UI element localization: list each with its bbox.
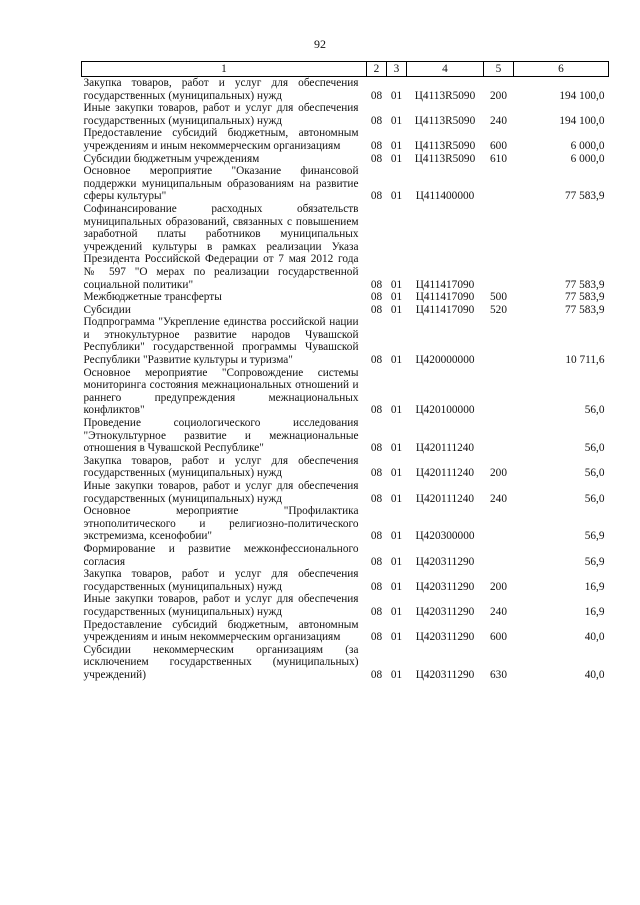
row-subsection: 01 [390, 139, 403, 152]
row-amount: 56,9 [584, 530, 605, 543]
row-amount: 77 583,9 [564, 291, 605, 304]
row-name: Субсидии некоммерческим организациям (за исключением государственных (муниципальных) учреждений) [83, 643, 359, 681]
row-expense-type: 240 [490, 114, 507, 127]
row-name: Основное мероприятие "Сопровождение системы мониторинга состояния межнациональных отношений и раннего предупреждения межнациональных конфликтов" [83, 366, 359, 417]
row-name: Иные закупки товаров, работ и услуг для обеспечения государственных (муниципальных) нужд [83, 593, 359, 618]
row-expense-type: 200 [490, 467, 507, 480]
row-section: 08 [370, 442, 383, 455]
row-section: 08 [370, 303, 383, 316]
table-row [82, 505, 609, 543]
row-target-code: Ц4113R5090 [414, 89, 476, 102]
row-subsection: 01 [390, 152, 403, 165]
table-row [82, 316, 609, 366]
row-amount: 16,9 [584, 580, 605, 593]
row-name: Проведение социологического исследования "Этнокультурное развитие и межнациональные отношения в Чувашской Республике" [83, 417, 359, 455]
row-amount: 56,0 [584, 492, 605, 505]
row-expense-type [484, 316, 514, 366]
row-subsection: 01 [390, 291, 403, 304]
row-name: Подпрограмма "Укрепление единства российской нации и этнокультурное развитие народов Чувашской Республики" государственной программы Чувашской Республики "Развитие культуры и туризма" [83, 316, 359, 367]
row-target-code: Ц420311290 [415, 668, 475, 681]
row-name: Закупка товаров, работ и услуг для обеспечения государственных (муниципальных) нужд [83, 568, 359, 593]
row-section: 08 [370, 668, 383, 681]
table-row [82, 102, 609, 127]
row-subsection: 01 [390, 605, 403, 618]
row-section: 08 [370, 89, 383, 102]
row-section: 08 [370, 530, 383, 543]
row-section: 08 [370, 404, 383, 417]
row-expense-type [484, 165, 514, 203]
header-col-6: 6 [514, 62, 609, 77]
row-amount: 56,9 [584, 555, 605, 568]
row-target-code: Ц411417090 [415, 291, 475, 304]
row-name: Закупка товаров, работ и услуг для обеспечения государственных (муниципальных) нужд [83, 454, 359, 480]
row-target-code: Ц420000000 [415, 354, 475, 367]
row-name: Закупка товаров, работ и услуг для обеспечения государственных (муниципальных) нужд [83, 77, 359, 102]
table-row [82, 127, 609, 152]
row-subsection: 01 [390, 303, 403, 316]
budget-table [81, 61, 609, 682]
row-name: Предоставление субсидий бюджетным, автономным учреждениям и иным некоммерческим организациям [83, 127, 359, 152]
row-target-code: Ц420300000 [415, 530, 475, 543]
table-row [82, 367, 609, 417]
row-expense-type: 500 [490, 291, 507, 304]
table-body [82, 77, 609, 682]
row-section: 08 [370, 354, 383, 367]
row-amount: 6 000,0 [570, 152, 605, 165]
row-expense-type: 600 [490, 139, 507, 152]
table-row [82, 619, 609, 644]
row-subsection: 01 [390, 278, 403, 291]
table-row [82, 77, 609, 103]
table-row [82, 203, 609, 291]
row-target-code: Ц420311290 [415, 555, 475, 568]
row-section: 08 [370, 467, 383, 480]
row-section: 08 [370, 580, 383, 593]
row-name: Межбюджетные трансферты [83, 291, 222, 304]
row-section: 08 [370, 139, 383, 152]
row-amount: 16,9 [584, 605, 605, 618]
row-amount: 77 583,9 [564, 190, 605, 203]
row-name: Иные закупки товаров, работ и услуг для обеспечения государственных (муниципальных) нужд [83, 102, 359, 127]
row-amount: 77 583,9 [564, 303, 605, 316]
row-expense-type [484, 367, 514, 417]
row-subsection: 01 [390, 467, 403, 480]
header-col-3: 3 [387, 62, 407, 77]
row-name: Субсидии бюджетным учреждениям [83, 152, 260, 165]
row-section: 08 [370, 605, 383, 618]
row-amount: 6 000,0 [570, 139, 605, 152]
row-expense-type: 240 [490, 605, 507, 618]
row-amount: 40,0 [584, 668, 605, 681]
table-row [82, 644, 609, 682]
row-amount: 56,0 [584, 404, 605, 417]
row-subsection: 01 [390, 492, 403, 505]
page-number: 92 [314, 37, 326, 51]
row-section: 08 [370, 152, 383, 165]
row-amount: 194 100,0 [559, 114, 605, 127]
row-subsection: 01 [390, 668, 403, 681]
row-expense-type [484, 543, 514, 568]
row-amount: 10 711,6 [565, 354, 605, 367]
row-expense-type: 600 [490, 631, 507, 644]
row-amount: 56,0 [584, 467, 605, 480]
row-amount: 56,0 [584, 442, 605, 455]
row-subsection: 01 [390, 442, 403, 455]
row-amount: 194 100,0 [559, 89, 605, 102]
table-row [82, 593, 609, 618]
row-subsection: 01 [390, 89, 403, 102]
header-col-2: 2 [367, 62, 387, 77]
row-subsection: 01 [390, 530, 403, 543]
row-target-code: Ц411417090 [415, 278, 475, 291]
table-row [82, 568, 609, 593]
row-expense-type: 520 [490, 303, 507, 316]
row-expense-type: 200 [490, 89, 507, 102]
row-target-code: Ц4113R5090 [414, 152, 476, 165]
row-target-code: Ц420111240 [415, 442, 475, 455]
row-section: 08 [370, 555, 383, 568]
header-col-5: 5 [484, 62, 514, 77]
row-section: 08 [370, 190, 383, 203]
row-target-code: Ц411400000 [415, 190, 475, 203]
row-expense-type: 240 [490, 492, 507, 505]
header-col-1: 1 [82, 62, 367, 77]
row-section: 08 [370, 278, 383, 291]
row-target-code: Ц411417090 [415, 303, 475, 316]
table-header [82, 62, 609, 77]
row-section: 08 [370, 114, 383, 127]
row-target-code: Ц420311290 [415, 631, 475, 644]
row-expense-type [484, 203, 514, 291]
table-row [82, 153, 609, 166]
header-col-4: 4 [407, 62, 484, 77]
row-name: Основное мероприятие "Профилактика этнополитического и религиозно-политического экстремизма, ксенофобии" [83, 505, 359, 543]
row-expense-type: 610 [490, 152, 507, 165]
row-name: Предоставление субсидий бюджетным, автономным учреждениям и иным некоммерческим организациям [83, 618, 359, 644]
row-subsection: 01 [390, 631, 403, 644]
row-subsection: 01 [390, 354, 403, 367]
row-expense-type: 200 [490, 580, 507, 593]
row-name: Софинансирование расходных обязательств муниципальных образований, связанных с повышением заработной платы работников муниципальных учреждений культуры в рамках реализации Указа Президента Российской Федерации от 7 мая 2012 года № 597 "О мерах по реализации государственной социальной политики" [83, 202, 359, 291]
row-name: Субсидии [83, 303, 131, 316]
row-subsection: 01 [390, 190, 403, 203]
row-section: 08 [370, 492, 383, 505]
row-section: 08 [370, 291, 383, 304]
row-target-code: Ц420100000 [415, 404, 475, 417]
row-section: 08 [370, 631, 383, 644]
table-row [82, 291, 609, 304]
row-expense-type [484, 505, 514, 543]
row-target-code: Ц420111240 [415, 492, 475, 505]
row-target-code: Ц4113R5090 [414, 114, 476, 127]
table-row [82, 304, 609, 317]
row-target-code: Ц420311290 [415, 580, 475, 593]
row-name: Основное мероприятие "Оказание финансовой поддержки муниципальным образованиям на развитие сферы культуры" [83, 165, 359, 203]
table-row [82, 417, 609, 455]
row-target-code: Ц420311290 [415, 605, 475, 618]
row-name: Иные закупки товаров, работ и услуг для обеспечения государственных (муниципальных) нужд [83, 480, 359, 505]
row-expense-type: 630 [490, 668, 507, 681]
row-target-code: Ц420111240 [415, 467, 475, 480]
row-subsection: 01 [390, 580, 403, 593]
row-amount: 40,0 [584, 631, 605, 644]
row-subsection: 01 [390, 404, 403, 417]
row-subsection: 01 [390, 555, 403, 568]
table-row [82, 165, 609, 203]
table-row [82, 543, 609, 568]
table-row [82, 480, 609, 505]
row-subsection: 01 [390, 114, 403, 127]
table-row [82, 455, 609, 480]
row-amount: 77 583,9 [564, 278, 605, 291]
row-name: Формирование и развитие межконфессионального согласия [83, 542, 359, 568]
row-target-code: Ц4113R5090 [414, 139, 476, 152]
row-expense-type [484, 417, 514, 455]
